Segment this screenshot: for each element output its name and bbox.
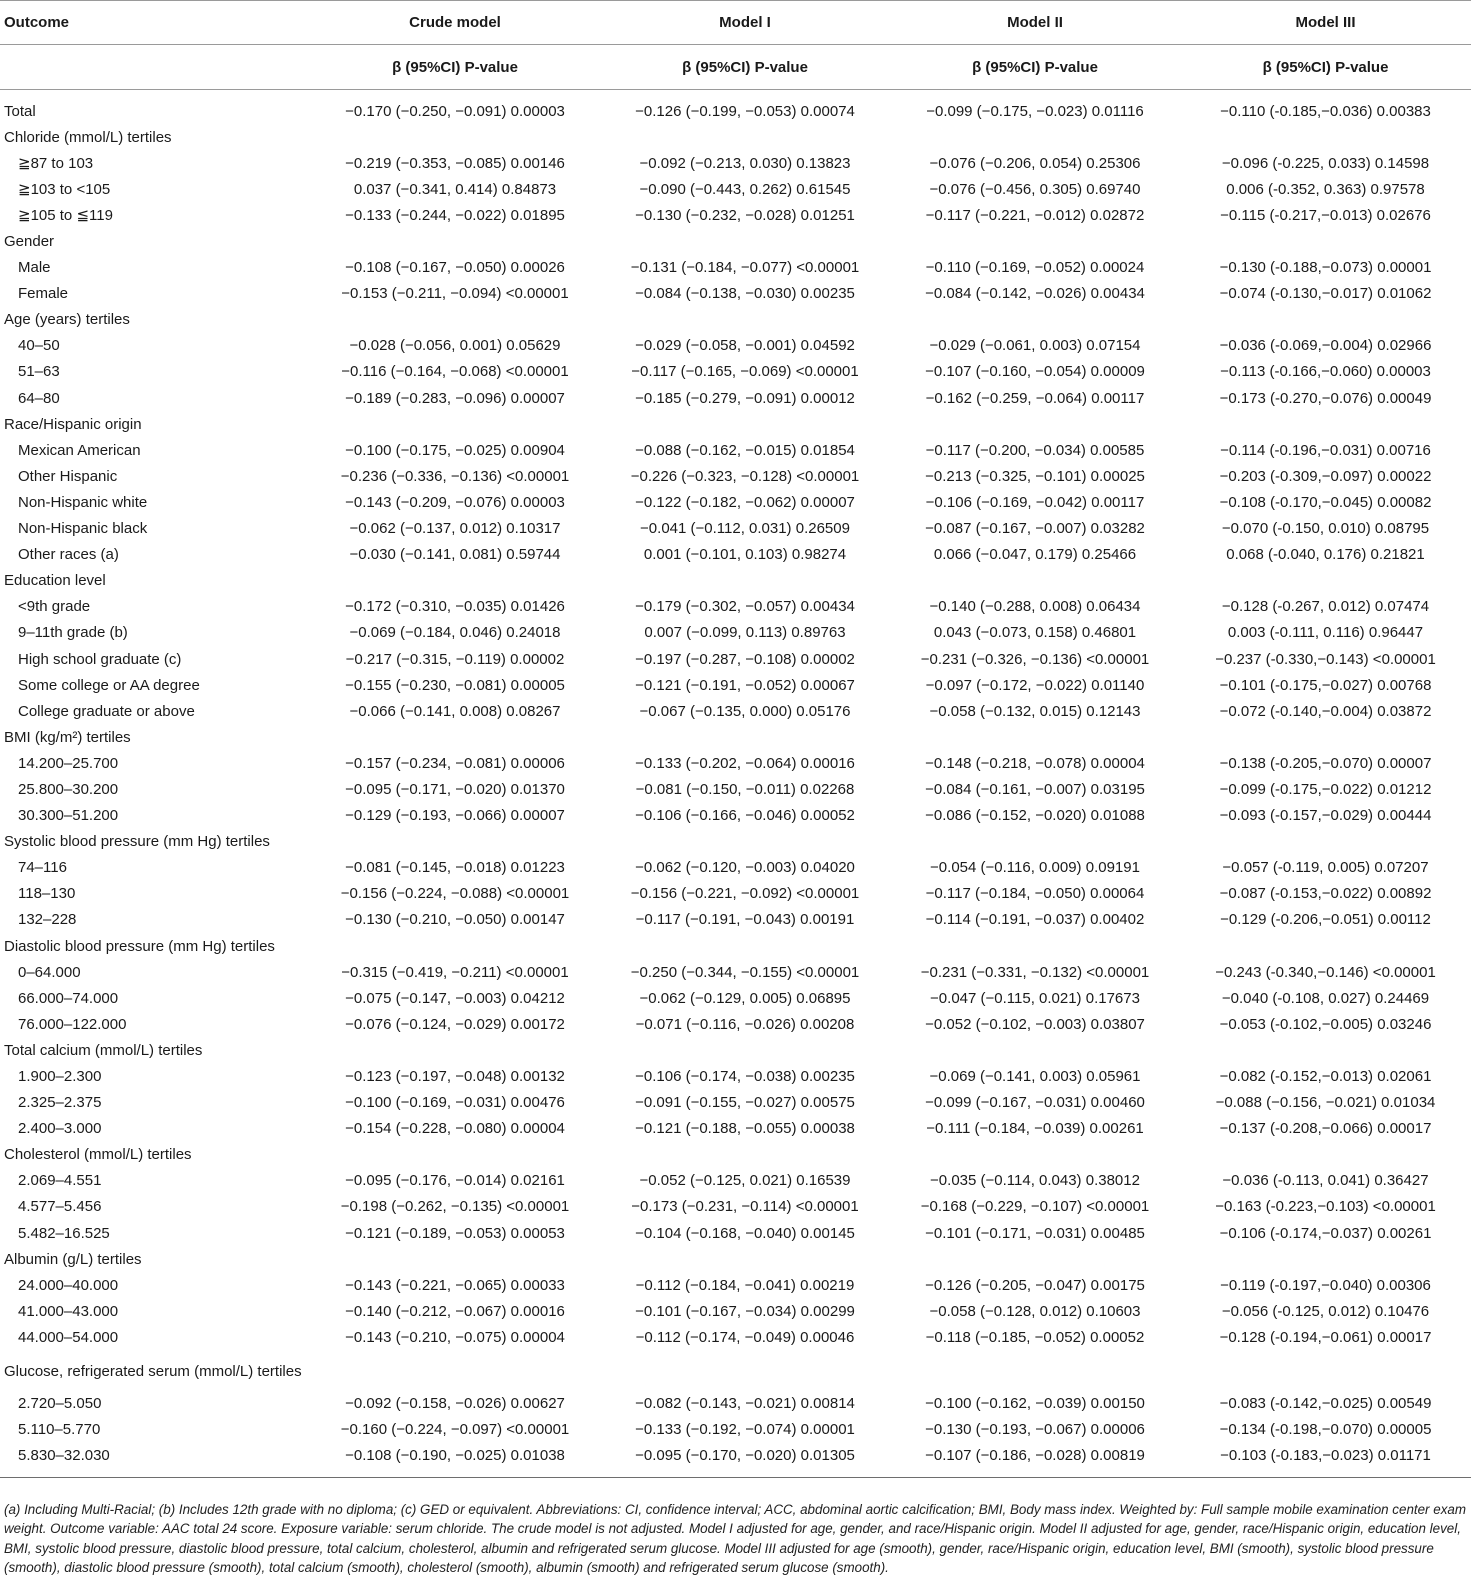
cell-model-iii: −0.036 (-0.069,−0.004) 0.02966 xyxy=(1219,337,1432,355)
cell-model-ii: −0.047 (−0.115, 0.021) 0.17673 xyxy=(930,989,1140,1007)
row-label: Total xyxy=(4,102,36,120)
cell-model-i: −0.084 (−0.138, −0.030) 0.00235 xyxy=(635,285,855,303)
table-body xyxy=(0,90,1471,1469)
cell-model-iii: −0.114 (-0.196,−0.031) 0.00716 xyxy=(1220,441,1431,459)
table-row xyxy=(0,333,1471,359)
row-label: Other races (a) xyxy=(18,546,119,564)
row-label: 5.482–16.525 xyxy=(18,1224,110,1242)
cell-model-ii: −0.114 (−0.191, −0.037) 0.00402 xyxy=(925,911,1145,929)
row-label: Non-Hispanic black xyxy=(18,520,148,538)
cell-model-ii: −0.084 (−0.161, −0.007) 0.03195 xyxy=(925,780,1145,798)
row-label: College graduate or above xyxy=(18,702,195,720)
cell-model-i: −0.071 (−0.116, −0.026) 0.00208 xyxy=(635,1015,855,1033)
cell-model-ii: −0.052 (−0.102, −0.003) 0.03807 xyxy=(925,1015,1145,1033)
cell-model-iii: −0.101 (-0.175,−0.027) 0.00768 xyxy=(1219,676,1432,694)
cell-model-iii: −0.115 (-0.217,−0.013) 0.02676 xyxy=(1220,206,1431,224)
cell-model-ii: −0.054 (−0.116, 0.009) 0.09191 xyxy=(930,859,1140,877)
cell-model-i: −0.101 (−0.167, −0.034) 0.00299 xyxy=(635,1302,855,1320)
cell-model-ii: −0.101 (−0.171, −0.031) 0.00485 xyxy=(925,1224,1145,1242)
cell-model-i: −0.091 (−0.155, −0.027) 0.00575 xyxy=(635,1094,855,1112)
cell-model-ii: −0.099 (−0.175, −0.023) 0.01116 xyxy=(926,102,1144,120)
table-row xyxy=(0,1063,1471,1089)
table-group-row xyxy=(0,1246,1471,1272)
cell-crude-model: −0.170 (−0.250, −0.091) 0.00003 xyxy=(345,102,565,120)
cell-crude-model: −0.219 (−0.353, −0.085) 0.00146 xyxy=(345,154,565,172)
row-label: 2.720–5.050 xyxy=(18,1395,102,1413)
cell-model-i: −0.117 (−0.165, −0.069) <0.00001 xyxy=(631,363,859,381)
table-row xyxy=(0,855,1471,881)
cell-model-ii: −0.058 (−0.128, 0.012) 0.10603 xyxy=(929,1302,1141,1320)
cell-model-i: −0.095 (−0.170, −0.020) 0.01305 xyxy=(635,1447,855,1465)
cell-crude-model: −0.130 (−0.210, −0.050) 0.00147 xyxy=(345,911,565,929)
cell-model-iii: −0.128 (-0.267, 0.012) 0.07474 xyxy=(1221,598,1430,616)
table-row xyxy=(0,1116,1471,1142)
table-row xyxy=(0,1443,1471,1469)
table-group-row xyxy=(0,98,1471,124)
cell-model-i: −0.041 (−0.112, 0.031) 0.26509 xyxy=(640,520,850,538)
row-label: Glucose, refrigerated serum (mmol/L) tertiles xyxy=(4,1362,302,1380)
cell-crude-model: −0.108 (−0.167, −0.050) 0.00026 xyxy=(345,259,565,277)
cell-model-ii: −0.126 (−0.205, −0.047) 0.00175 xyxy=(925,1276,1145,1294)
cell-crude-model: 0.037 (−0.341, 0.414) 0.84873 xyxy=(353,180,557,198)
table-row xyxy=(0,698,1471,724)
table-row xyxy=(0,1090,1471,1116)
table-row xyxy=(0,803,1471,829)
cell-crude-model: −0.062 (−0.137, 0.012) 0.10317 xyxy=(349,520,561,538)
table-row xyxy=(0,150,1471,176)
cell-crude-model: −0.143 (−0.221, −0.065) 0.00033 xyxy=(345,1276,565,1294)
cell-model-iii: −0.137 (-0.208,−0.066) 0.00017 xyxy=(1219,1120,1432,1138)
row-label: 2.325–2.375 xyxy=(18,1094,102,1112)
row-label: ≧103 to <105 xyxy=(18,181,111,199)
table-row xyxy=(0,1168,1471,1194)
table-row xyxy=(0,907,1471,933)
cell-crude-model: −0.154 (−0.228, −0.080) 0.00004 xyxy=(345,1120,565,1138)
table-row xyxy=(0,672,1471,698)
cell-crude-model: −0.153 (−0.211, −0.094) <0.00001 xyxy=(341,285,569,303)
cell-crude-model: −0.069 (−0.184, 0.046) 0.24018 xyxy=(349,624,561,642)
table-group-row xyxy=(0,568,1471,594)
cell-model-i: −0.092 (−0.213, 0.030) 0.13823 xyxy=(639,154,851,172)
cell-model-iii: −0.096 (-0.225, 0.033) 0.14598 xyxy=(1221,154,1430,172)
cell-model-i: −0.179 (−0.302, −0.057) 0.00434 xyxy=(635,598,855,616)
cell-model-i: −0.185 (−0.279, −0.091) 0.00012 xyxy=(635,389,855,407)
cell-crude-model: −0.217 (−0.315, −0.119) 0.00002 xyxy=(345,650,565,668)
table-group-row xyxy=(0,933,1471,959)
cell-model-i: −0.126 (−0.199, −0.053) 0.00074 xyxy=(635,102,855,120)
cell-crude-model: −0.315 (−0.419, −0.211) <0.00001 xyxy=(341,963,569,981)
cell-model-i: −0.131 (−0.184, −0.077) <0.00001 xyxy=(630,259,860,277)
cell-crude-model: −0.116 (−0.164, −0.068) <0.00001 xyxy=(341,363,569,381)
row-label: 2.069–4.551 xyxy=(18,1172,102,1190)
row-label: Mexican American xyxy=(18,441,141,459)
row-label: BMI (kg/m²) tertiles xyxy=(4,728,131,746)
row-label: Systolic blood pressure (mm Hg) tertiles xyxy=(4,833,270,851)
row-label: Age (years) tertiles xyxy=(4,311,130,329)
table-row xyxy=(0,1298,1471,1324)
table-group-row xyxy=(0,411,1471,437)
cell-model-iii: −0.106 (-0.174,−0.037) 0.00261 xyxy=(1219,1224,1432,1242)
row-label: 14.200–25.700 xyxy=(18,754,119,772)
cell-model-iii: −0.203 (-0.309,−0.097) 0.00022 xyxy=(1219,467,1432,485)
cell-crude-model: −0.143 (−0.210, −0.075) 0.00004 xyxy=(345,1328,565,1346)
cell-model-iii: −0.036 (-0.113, 0.041) 0.36427 xyxy=(1222,1172,1429,1190)
cell-crude-model: −0.129 (−0.193, −0.066) 0.00007 xyxy=(345,807,565,825)
cell-model-i: −0.121 (−0.188, −0.055) 0.00038 xyxy=(635,1120,855,1138)
cell-model-ii: −0.111 (−0.184, −0.039) 0.00261 xyxy=(926,1120,1144,1138)
cell-model-i: −0.067 (−0.135, 0.000) 0.05176 xyxy=(639,702,851,720)
row-label: 2.400–3.000 xyxy=(18,1120,102,1138)
table-row xyxy=(0,1194,1471,1220)
row-label: Non-Hispanic white xyxy=(18,493,148,511)
cell-model-ii: −0.118 (−0.185, −0.052) 0.00052 xyxy=(925,1328,1145,1346)
cell-model-iii: −0.053 (-0.102,−0.005) 0.03246 xyxy=(1219,1015,1432,1033)
header-outcome: Outcome xyxy=(4,13,70,31)
cell-model-ii: −0.130 (−0.193, −0.067) 0.00006 xyxy=(925,1421,1145,1439)
table-header xyxy=(0,0,1471,44)
cell-model-i: −0.090 (−0.443, 0.262) 0.61545 xyxy=(639,180,851,198)
cell-model-iii: −0.138 (-0.205,−0.070) 0.00007 xyxy=(1219,754,1432,772)
cell-model-ii: 0.043 (−0.073, 0.158) 0.46801 xyxy=(933,624,1137,642)
cell-model-iii: −0.237 (-0.330,−0.143) <0.00001 xyxy=(1215,650,1436,668)
table-row xyxy=(0,1011,1471,1037)
cell-model-i: −0.062 (−0.120, −0.003) 0.04020 xyxy=(635,859,855,877)
table-row xyxy=(0,620,1471,646)
cell-model-ii: −0.087 (−0.167, −0.007) 0.03282 xyxy=(925,520,1145,538)
cell-crude-model: −0.198 (−0.262, −0.135) <0.00001 xyxy=(340,1198,570,1216)
cell-model-iii: −0.103 (-0.183,−0.023) 0.01171 xyxy=(1220,1447,1431,1465)
cell-crude-model: −0.095 (−0.176, −0.014) 0.02161 xyxy=(345,1172,565,1190)
row-label: 51–63 xyxy=(18,363,60,381)
row-label: Total calcium (mmol/L) tertiles xyxy=(4,1041,203,1059)
table-row xyxy=(0,1220,1471,1246)
cell-model-i: −0.121 (−0.191, −0.052) 0.00067 xyxy=(635,676,855,694)
row-label: 76.000–122.000 xyxy=(18,1015,127,1033)
row-label: 5.110–5.770 xyxy=(18,1421,101,1439)
subheader-model-iii: β (95%CI) P-value xyxy=(1262,58,1389,76)
table-row xyxy=(0,542,1471,568)
cell-crude-model: −0.121 (−0.189, −0.053) 0.00053 xyxy=(345,1224,565,1242)
table-row xyxy=(0,359,1471,385)
cell-model-ii: −0.076 (−0.206, 0.054) 0.25306 xyxy=(929,154,1141,172)
cell-model-i: −0.133 (−0.202, −0.064) 0.00016 xyxy=(635,754,855,772)
cell-model-ii: −0.213 (−0.325, −0.101) 0.00025 xyxy=(925,467,1145,485)
cell-crude-model: −0.160 (−0.224, −0.097) <0.00001 xyxy=(340,1421,570,1439)
cell-model-iii: −0.243 (-0.340,−0.146) <0.00001 xyxy=(1215,963,1436,981)
table-row xyxy=(0,202,1471,228)
cell-crude-model: −0.028 (−0.056, 0.001) 0.05629 xyxy=(349,337,561,355)
top-rule xyxy=(0,0,1471,1)
cell-model-iii: −0.128 (-0.194,−0.061) 0.00017 xyxy=(1219,1328,1432,1346)
cell-model-i: −0.106 (−0.166, −0.046) 0.00052 xyxy=(635,807,855,825)
row-label: 66.000–74.000 xyxy=(18,989,119,1007)
cell-crude-model: −0.095 (−0.171, −0.020) 0.01370 xyxy=(345,780,565,798)
row-label: ≧87 to 103 xyxy=(18,155,94,173)
cell-model-iii: −0.070 (-0.150, 0.010) 0.08795 xyxy=(1221,520,1430,538)
table-group-row xyxy=(0,1142,1471,1168)
cell-model-iii: −0.110 (-0.185,−0.036) 0.00383 xyxy=(1220,102,1431,120)
row-label: 9–11th grade (b) xyxy=(18,624,128,642)
cell-model-i: 0.001 (−0.101, 0.103) 0.98274 xyxy=(643,546,847,564)
row-label: 4.577–5.456 xyxy=(18,1198,102,1216)
cell-model-i: −0.250 (−0.344, −0.155) <0.00001 xyxy=(630,963,860,981)
cell-crude-model: −0.172 (−0.310, −0.035) 0.01426 xyxy=(345,598,565,616)
subheader-model-i: β (95%CI) P-value xyxy=(682,58,808,76)
table-group-row xyxy=(0,307,1471,333)
cell-model-iii: −0.099 (-0.175,−0.022) 0.01212 xyxy=(1219,780,1432,798)
cell-model-iii: −0.134 (-0.198,−0.070) 0.00005 xyxy=(1219,1421,1432,1439)
cell-model-ii: −0.076 (−0.456, 0.305) 0.69740 xyxy=(929,180,1141,198)
cell-model-iii: −0.119 (-0.197,−0.040) 0.00306 xyxy=(1220,1276,1431,1294)
cell-model-ii: −0.099 (−0.167, −0.031) 0.00460 xyxy=(925,1094,1145,1112)
cell-model-iii: −0.113 (-0.166,−0.060) 0.00003 xyxy=(1220,363,1431,381)
cell-model-i: −0.106 (−0.174, −0.038) 0.00235 xyxy=(635,1068,855,1086)
row-label: Some college or AA degree xyxy=(18,676,200,694)
cell-model-ii: −0.140 (−0.288, 0.008) 0.06434 xyxy=(929,598,1141,616)
row-label: ≧105 to ≦119 xyxy=(18,207,113,225)
cell-model-i: 0.007 (−0.099, 0.113) 0.89763 xyxy=(644,624,846,642)
table-row xyxy=(0,176,1471,202)
cell-model-iii: −0.057 (-0.119, 0.005) 0.07207 xyxy=(1222,859,1429,877)
cell-model-ii: −0.231 (−0.326, −0.136) <0.00001 xyxy=(920,650,1150,668)
cell-model-ii: −0.117 (−0.221, −0.012) 0.02872 xyxy=(925,206,1145,224)
cell-crude-model: −0.156 (−0.224, −0.088) <0.00001 xyxy=(340,885,570,903)
row-label: 74–116 xyxy=(18,859,67,877)
table-group-row xyxy=(0,1037,1471,1063)
cell-model-ii: −0.231 (−0.331, −0.132) <0.00001 xyxy=(920,963,1150,981)
row-label: 132–228 xyxy=(18,911,77,929)
table-row xyxy=(0,985,1471,1011)
cell-model-iii: −0.108 (-0.170,−0.045) 0.00082 xyxy=(1219,493,1432,511)
cell-model-iii: −0.130 (-0.188,−0.073) 0.00001 xyxy=(1219,259,1432,277)
subheader-crude-model: β (95%CI) P-value xyxy=(392,58,518,76)
cell-crude-model: −0.108 (−0.190, −0.025) 0.01038 xyxy=(345,1447,565,1465)
cell-model-ii: −0.162 (−0.259, −0.064) 0.00117 xyxy=(925,389,1145,407)
cell-model-iii: 0.068 (-0.040, 0.176) 0.21821 xyxy=(1226,546,1425,564)
cell-model-ii: −0.106 (−0.169, −0.042) 0.00117 xyxy=(925,493,1145,511)
row-label: 0–64.000 xyxy=(18,963,81,981)
cell-model-iii: −0.087 (-0.153,−0.022) 0.00892 xyxy=(1219,885,1432,903)
cell-model-iii: −0.082 (-0.152,−0.013) 0.02061 xyxy=(1219,1068,1432,1086)
table-row xyxy=(0,385,1471,411)
cell-model-ii: −0.110 (−0.169, −0.052) 0.00024 xyxy=(925,259,1145,277)
cell-crude-model: −0.030 (−0.141, 0.081) 0.59744 xyxy=(349,546,561,564)
subheader-model-ii: β (95%CI) P-value xyxy=(972,58,1098,76)
cell-model-i: −0.173 (−0.231, −0.114) <0.00001 xyxy=(631,1198,859,1216)
cell-model-ii: −0.107 (−0.160, −0.054) 0.00009 xyxy=(925,363,1145,381)
cell-model-i: −0.226 (−0.323, −0.128) <0.00001 xyxy=(630,467,860,485)
row-label: Albumin (g/L) tertiles xyxy=(4,1250,142,1268)
row-label: Male xyxy=(18,259,51,277)
table-row xyxy=(0,489,1471,515)
header-crude-model: Crude model xyxy=(409,13,501,31)
cell-model-ii: −0.029 (−0.061, 0.003) 0.07154 xyxy=(929,337,1141,355)
table-row xyxy=(0,594,1471,620)
cell-model-ii: −0.107 (−0.186, −0.028) 0.00819 xyxy=(925,1447,1145,1465)
row-label: Gender xyxy=(4,233,55,251)
cell-model-ii: −0.097 (−0.172, −0.022) 0.01140 xyxy=(925,676,1145,694)
table-footnote: (a) Including Multi-Racial; (b) Includes 12th grade with no diploma; (c) GED or equivalent. Abbreviations: CI, confidence interval; ACC, abdominal aortic calcification; BMI, Body mass index. Weighted by: Full sample mobile examination center exam weight. Outcome variable: AAC total 24 score. Exposure variable: serum chloride. The crude model is not adjusted. Model I adjusted for age, gender, and race/Hispanic origin. Model II adjusted for age, gender, race/Hispanic origin, education level, BMI, systolic blood pressure, diastolic blood pressure, total calcium, cholesterol, albumin and refrigerated serum glucose. Model III adjusted for age (smooth), gender, race/Hispanic origin, education level, BMI (smooth), systolic blood pressure (smooth), diastolic blood pressure (smooth), total calcium (smooth), cholesterol (smooth), albumin (smooth) and refrigerated serum glucose (smooth). xyxy=(4,1501,1466,1576)
cell-crude-model: −0.100 (−0.169, −0.031) 0.00476 xyxy=(345,1094,565,1112)
cell-crude-model: −0.155 (−0.230, −0.081) 0.00005 xyxy=(345,676,565,694)
cell-model-iii: −0.163 (-0.223,−0.103) <0.00001 xyxy=(1215,1198,1436,1216)
row-label: Race/Hispanic origin xyxy=(4,415,142,433)
cell-model-iii: −0.083 (-0.142,−0.025) 0.00549 xyxy=(1219,1395,1432,1413)
table-row xyxy=(0,1391,1471,1417)
table-row xyxy=(0,1272,1471,1298)
row-label: 24.000–40.000 xyxy=(18,1276,119,1294)
table-group-row xyxy=(0,724,1471,750)
cell-crude-model: −0.076 (−0.124, −0.029) 0.00172 xyxy=(345,1015,565,1033)
cell-model-ii: −0.148 (−0.218, −0.078) 0.00004 xyxy=(925,754,1145,772)
table-row xyxy=(0,1324,1471,1350)
cell-model-i: −0.122 (−0.182, −0.062) 0.00007 xyxy=(635,493,855,511)
cell-model-i: −0.052 (−0.125, 0.021) 0.16539 xyxy=(639,1172,851,1190)
row-label: Chloride (mmol/L) tertiles xyxy=(4,128,172,146)
cell-crude-model: −0.092 (−0.158, −0.026) 0.00627 xyxy=(345,1395,565,1413)
row-label: <9th grade xyxy=(18,598,91,616)
cell-model-ii: −0.100 (−0.162, −0.039) 0.00150 xyxy=(925,1395,1145,1413)
cell-model-ii: −0.058 (−0.132, 0.015) 0.12143 xyxy=(929,702,1141,720)
cell-crude-model: −0.157 (−0.234, −0.081) 0.00006 xyxy=(345,754,565,772)
cell-model-i: −0.088 (−0.162, −0.015) 0.01854 xyxy=(635,441,855,459)
cell-model-iii: −0.040 (-0.108, 0.027) 0.24469 xyxy=(1221,989,1430,1007)
cell-model-iii: −0.088 (−0.156, −0.021) 0.01034 xyxy=(1215,1094,1436,1112)
table-row xyxy=(0,881,1471,907)
cell-model-ii: −0.069 (−0.141, 0.003) 0.05961 xyxy=(929,1068,1141,1086)
table-group-row xyxy=(0,228,1471,254)
row-label: Other Hispanic xyxy=(18,467,118,485)
table-row xyxy=(0,437,1471,463)
table-group-row xyxy=(0,1351,1471,1391)
cell-model-i: −0.062 (−0.129, 0.005) 0.06895 xyxy=(639,989,851,1007)
table-row xyxy=(0,750,1471,776)
cell-crude-model: −0.140 (−0.212, −0.067) 0.00016 xyxy=(345,1302,565,1320)
cell-model-ii: −0.035 (−0.114, 0.043) 0.38012 xyxy=(930,1172,1140,1190)
cell-model-i: −0.104 (−0.168, −0.040) 0.00145 xyxy=(635,1224,855,1242)
cell-model-iii: −0.129 (-0.206,−0.051) 0.00112 xyxy=(1220,911,1431,929)
cell-model-i: −0.029 (−0.058, −0.001) 0.04592 xyxy=(635,337,855,355)
row-label: 25.800–30.200 xyxy=(18,780,119,798)
cell-model-iii: −0.072 (-0.140,−0.004) 0.03872 xyxy=(1219,702,1432,720)
cell-model-i: −0.117 (−0.191, −0.043) 0.00191 xyxy=(635,911,855,929)
cell-crude-model: −0.123 (−0.197, −0.048) 0.00132 xyxy=(345,1068,565,1086)
row-label: 64–80 xyxy=(18,389,60,407)
cell-model-iii: −0.074 (-0.130,−0.017) 0.01062 xyxy=(1219,285,1432,303)
cell-model-i: −0.112 (−0.184, −0.041) 0.00219 xyxy=(635,1276,855,1294)
cell-model-ii: −0.168 (−0.229, −0.107) <0.00001 xyxy=(920,1198,1150,1216)
cell-model-i: −0.081 (−0.150, −0.011) 0.02268 xyxy=(635,780,855,798)
cell-crude-model: −0.100 (−0.175, −0.025) 0.00904 xyxy=(345,441,565,459)
row-label: Diastolic blood pressure (mm Hg) tertiles xyxy=(4,937,275,955)
cell-model-i: −0.133 (−0.192, −0.074) 0.00001 xyxy=(635,1421,855,1439)
table-group-row xyxy=(0,829,1471,855)
cell-model-iii: −0.093 (-0.157,−0.029) 0.00444 xyxy=(1219,807,1432,825)
table-row xyxy=(0,281,1471,307)
header-model-ii: Model II xyxy=(1007,13,1063,31)
cell-model-ii: −0.117 (−0.200, −0.034) 0.00585 xyxy=(925,441,1145,459)
cell-model-ii: −0.117 (−0.184, −0.050) 0.00064 xyxy=(925,885,1145,903)
cell-model-ii: −0.086 (−0.152, −0.020) 0.01088 xyxy=(925,807,1145,825)
table-row xyxy=(0,1417,1471,1443)
cell-model-i: −0.082 (−0.143, −0.021) 0.00814 xyxy=(635,1395,855,1413)
cell-crude-model: −0.081 (−0.145, −0.018) 0.01223 xyxy=(345,859,565,877)
row-label: Education level xyxy=(4,572,106,590)
row-label: 30.300–51.200 xyxy=(18,807,119,825)
cell-model-i: −0.130 (−0.232, −0.028) 0.01251 xyxy=(635,206,855,224)
table-row xyxy=(0,255,1471,281)
cell-model-i: −0.197 (−0.287, −0.108) 0.00002 xyxy=(635,650,855,668)
cell-model-iii: 0.003 (-0.111, 0.116) 0.96447 xyxy=(1227,624,1424,642)
table-group-row xyxy=(0,124,1471,150)
cell-crude-model: −0.133 (−0.244, −0.022) 0.01895 xyxy=(345,206,565,224)
table-row xyxy=(0,776,1471,802)
cell-crude-model: −0.066 (−0.141, 0.008) 0.08267 xyxy=(349,702,561,720)
row-label: Female xyxy=(18,285,69,303)
cell-crude-model: −0.143 (−0.209, −0.076) 0.00003 xyxy=(345,493,565,511)
row-label: 118–130 xyxy=(18,885,76,903)
cell-model-iii: −0.056 (-0.125, 0.012) 0.10476 xyxy=(1221,1302,1430,1320)
row-label: High school graduate (c) xyxy=(18,650,182,668)
table-row xyxy=(0,959,1471,985)
cell-model-i: −0.112 (−0.174, −0.049) 0.00046 xyxy=(635,1328,855,1346)
row-label: 5.830–32.030 xyxy=(18,1447,110,1465)
table-row xyxy=(0,463,1471,489)
row-label: Cholesterol (mmol/L) tertiles xyxy=(4,1146,192,1164)
cell-model-ii: 0.066 (−0.047, 0.179) 0.25466 xyxy=(933,546,1137,564)
cell-model-iii: 0.006 (-0.352, 0.363) 0.97578 xyxy=(1226,180,1425,198)
row-label: 44.000–54.000 xyxy=(18,1328,119,1346)
cell-crude-model: −0.189 (−0.283, −0.096) 0.00007 xyxy=(345,389,565,407)
row-label: 41.000–43.000 xyxy=(18,1302,119,1320)
table-bottom-rule xyxy=(0,1477,1471,1478)
cell-crude-model: −0.075 (−0.147, −0.003) 0.04212 xyxy=(345,989,565,1007)
header-model-iii: Model III xyxy=(1295,13,1356,31)
table-subheader xyxy=(0,45,1471,89)
table-row xyxy=(0,516,1471,542)
row-label: 40–50 xyxy=(18,337,60,355)
cell-crude-model: −0.236 (−0.336, −0.136) <0.00001 xyxy=(340,467,570,485)
cell-model-iii: −0.173 (-0.270,−0.076) 0.00049 xyxy=(1219,389,1432,407)
cell-model-ii: −0.084 (−0.142, −0.026) 0.00434 xyxy=(925,285,1145,303)
cell-model-i: −0.156 (−0.221, −0.092) <0.00001 xyxy=(630,885,860,903)
row-label: 1.900–2.300 xyxy=(18,1068,102,1086)
header-model-i: Model I xyxy=(719,13,771,31)
table-row xyxy=(0,646,1471,672)
